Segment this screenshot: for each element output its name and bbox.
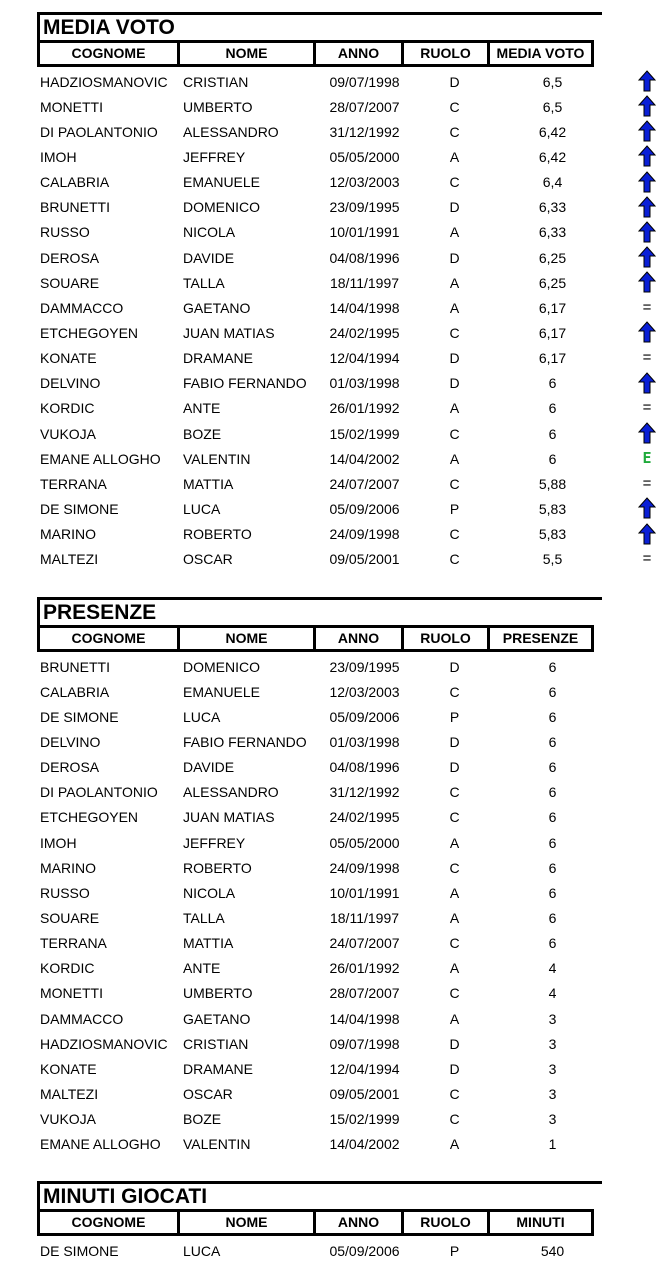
table-row bbox=[37, 69, 671, 94]
cell-anno: 09/07/1998 bbox=[329, 73, 400, 90]
cell-cognome: HADZIOSMANOVIC bbox=[40, 1035, 168, 1052]
cell-cognome: HADZIOSMANOVIC bbox=[40, 73, 168, 90]
cell-value: 3 bbox=[548, 1035, 557, 1052]
cell-nome: GAETANO bbox=[183, 1010, 251, 1027]
cell-value: 6 bbox=[548, 834, 557, 851]
header-ruolo: RUOLO bbox=[401, 625, 490, 652]
cell-anno: 23/09/1995 bbox=[329, 658, 400, 675]
header-cognome: COGNOME bbox=[37, 40, 180, 67]
cell-value: 6,25 bbox=[538, 274, 567, 291]
equal-icon: = bbox=[642, 298, 652, 316]
cell-cognome: VUKOJA bbox=[40, 1111, 97, 1128]
cell-cognome: IMOH bbox=[40, 148, 77, 165]
cell-cognome: TERRANA bbox=[40, 935, 107, 952]
cell-anno: 26/01/1992 bbox=[329, 400, 400, 417]
cell-value: 6,17 bbox=[538, 299, 567, 316]
cell-value: 6 bbox=[548, 759, 557, 776]
cell-anno: 10/01/1991 bbox=[329, 884, 400, 901]
table-row bbox=[37, 805, 671, 830]
cell-cognome: KORDIC bbox=[40, 400, 95, 417]
table-row bbox=[37, 471, 671, 496]
cell-cognome: DI PAOLANTONIO bbox=[40, 784, 158, 801]
arrow-up-icon bbox=[635, 220, 659, 244]
cell-nome: JUAN MATIAS bbox=[183, 809, 275, 826]
header-value: MEDIA VOTO bbox=[487, 40, 594, 67]
cell-value: 6 bbox=[548, 400, 557, 417]
cell-anno: 12/04/1994 bbox=[329, 350, 400, 367]
cell-value: 3 bbox=[548, 1085, 557, 1102]
cell-anno: 24/09/1998 bbox=[329, 859, 400, 876]
header-nome: NOME bbox=[177, 625, 316, 652]
cell-cognome: BRUNETTI bbox=[40, 658, 110, 675]
header-cognome: COGNOME bbox=[37, 625, 180, 652]
cell-anno: 14/04/1998 bbox=[329, 1010, 400, 1027]
cell-cognome: MONETTI bbox=[40, 98, 103, 115]
cell-cognome: DAMMACCO bbox=[40, 299, 124, 316]
cell-cognome: VUKOJA bbox=[40, 425, 97, 442]
arrow-up-icon bbox=[635, 320, 659, 344]
cell-cognome: RUSSO bbox=[40, 224, 90, 241]
cell-nome: OSCAR bbox=[183, 551, 233, 568]
cell-nome: FABIO FERNANDO bbox=[183, 733, 307, 750]
cell-anno: 15/02/1999 bbox=[329, 425, 400, 442]
cell-cognome: EMANE ALLOGHO bbox=[40, 1136, 161, 1153]
table-row bbox=[37, 421, 671, 446]
cell-value: 6 bbox=[548, 809, 557, 826]
cell-ruolo: D bbox=[449, 1035, 460, 1052]
cell-nome: DOMENICO bbox=[183, 658, 260, 675]
cell-value: 6 bbox=[548, 733, 557, 750]
table-row bbox=[37, 830, 671, 855]
cell-ruolo: D bbox=[449, 350, 460, 367]
arrow-up-icon bbox=[635, 522, 659, 546]
cell-anno: 24/02/1995 bbox=[329, 809, 400, 826]
cell-nome: ANTE bbox=[183, 960, 221, 977]
cell-nome: JEFFREY bbox=[183, 148, 246, 165]
arrow-up-icon bbox=[635, 371, 659, 395]
arrow-up-icon bbox=[635, 496, 659, 520]
equal-icon: = bbox=[642, 474, 652, 492]
cell-ruolo: C bbox=[449, 784, 460, 801]
arrow-up-icon bbox=[635, 69, 659, 93]
cell-nome: ALESSANDRO bbox=[183, 123, 279, 140]
cell-anno: 18/11/1997 bbox=[329, 274, 400, 291]
section-presenze bbox=[37, 597, 671, 1157]
cell-nome: GAETANO bbox=[183, 299, 251, 316]
cell-nome: NICOLA bbox=[183, 884, 236, 901]
cell-anno: 28/07/2007 bbox=[329, 98, 400, 115]
cell-nome: DOMENICO bbox=[183, 199, 260, 216]
cell-value: 6,17 bbox=[538, 350, 567, 367]
cell-cognome: DE SIMONE bbox=[40, 1242, 119, 1259]
cell-value: 6,5 bbox=[542, 98, 563, 115]
cell-anno: 14/04/2002 bbox=[329, 450, 400, 467]
cell-nome: MATTIA bbox=[183, 935, 234, 952]
cell-cognome: DELVINO bbox=[40, 733, 101, 750]
table-row bbox=[37, 755, 671, 780]
cell-value: 5,83 bbox=[538, 500, 567, 517]
table-row bbox=[37, 396, 671, 421]
cell-value: 6,4 bbox=[542, 174, 563, 191]
cell-value: 5,83 bbox=[538, 526, 567, 543]
section-minuti-giocati bbox=[37, 1181, 671, 1263]
equal-icon: = bbox=[642, 399, 652, 417]
cell-value: 3 bbox=[548, 1060, 557, 1077]
cell-value: 6 bbox=[548, 375, 557, 392]
cell-cognome: DELVINO bbox=[40, 375, 101, 392]
table-header bbox=[37, 40, 603, 67]
cell-cognome: BRUNETTI bbox=[40, 199, 110, 216]
table-row bbox=[37, 880, 671, 905]
header-value: MINUTI bbox=[487, 1209, 594, 1236]
cell-cognome: DI PAOLANTONIO bbox=[40, 123, 158, 140]
cell-ruolo: A bbox=[449, 299, 460, 316]
cell-cognome: DEROSA bbox=[40, 249, 100, 266]
cell-nome: FABIO FERNANDO bbox=[183, 375, 307, 392]
cell-ruolo: D bbox=[449, 199, 460, 216]
cell-ruolo: A bbox=[449, 909, 460, 926]
cell-cognome: ETCHEGOYEN bbox=[40, 809, 139, 826]
cell-nome: VALENTIN bbox=[183, 1136, 251, 1153]
arrow-up-icon bbox=[635, 195, 659, 219]
arrow-up-icon bbox=[635, 270, 659, 294]
cell-ruolo: C bbox=[449, 324, 460, 341]
cell-anno: 31/12/1992 bbox=[329, 784, 400, 801]
cell-value: 6 bbox=[548, 708, 557, 725]
cell-anno: 24/07/2007 bbox=[329, 475, 400, 492]
cell-anno: 15/02/1999 bbox=[329, 1111, 400, 1128]
table-header bbox=[37, 1209, 603, 1236]
cell-anno: 05/05/2000 bbox=[329, 148, 400, 165]
cell-anno: 12/03/2003 bbox=[329, 174, 400, 191]
cell-cognome: KONATE bbox=[40, 350, 97, 367]
cell-anno: 09/05/2001 bbox=[329, 551, 400, 568]
cell-nome: OSCAR bbox=[183, 1085, 233, 1102]
cell-anno: 18/11/1997 bbox=[329, 909, 400, 926]
table-row bbox=[37, 446, 671, 471]
cell-nome: JUAN MATIAS bbox=[183, 324, 275, 341]
cell-anno: 05/09/2006 bbox=[329, 708, 400, 725]
cell-value: 6 bbox=[548, 909, 557, 926]
cell-cognome: MARINO bbox=[40, 526, 96, 543]
cell-ruolo: A bbox=[449, 960, 460, 977]
cell-nome: BOZE bbox=[183, 425, 222, 442]
cell-nome: ROBERTO bbox=[183, 859, 252, 876]
cell-value: 6,33 bbox=[538, 199, 567, 216]
table-row bbox=[37, 94, 671, 119]
cell-anno: 01/03/1998 bbox=[329, 375, 400, 392]
cell-anno: 14/04/2002 bbox=[329, 1136, 400, 1153]
section-title: MEDIA VOTO bbox=[37, 12, 602, 40]
table-row bbox=[37, 654, 671, 679]
cell-value: 6 bbox=[548, 658, 557, 675]
cell-nome: VALENTIN bbox=[183, 450, 251, 467]
table-row bbox=[37, 905, 671, 930]
cell-ruolo: A bbox=[449, 450, 460, 467]
cell-cognome: DE SIMONE bbox=[40, 500, 119, 517]
cell-ruolo: C bbox=[449, 98, 460, 115]
cell-ruolo: D bbox=[449, 249, 460, 266]
table-row bbox=[37, 679, 671, 704]
table-row bbox=[37, 1132, 671, 1157]
cell-ruolo: C bbox=[449, 1111, 460, 1128]
cell-nome: UMBERTO bbox=[183, 98, 253, 115]
arrow-up-icon bbox=[635, 421, 659, 445]
cell-ruolo: C bbox=[449, 683, 460, 700]
cell-value: 4 bbox=[548, 985, 557, 1002]
cell-ruolo: D bbox=[449, 759, 460, 776]
cell-ruolo: P bbox=[449, 500, 460, 517]
cell-value: 6,5 bbox=[542, 73, 563, 90]
cell-anno: 05/09/2006 bbox=[329, 1242, 400, 1259]
table-row bbox=[37, 780, 671, 805]
cell-cognome: EMANE ALLOGHO bbox=[40, 450, 161, 467]
cell-cognome: MALTEZI bbox=[40, 551, 99, 568]
equal-icon: = bbox=[642, 349, 652, 367]
cell-nome: BOZE bbox=[183, 1111, 222, 1128]
table-row bbox=[37, 1238, 671, 1263]
header-cognome: COGNOME bbox=[37, 1209, 180, 1236]
table-row bbox=[37, 1056, 671, 1081]
table-row bbox=[37, 1031, 671, 1056]
cell-nome: JEFFREY bbox=[183, 834, 246, 851]
cell-ruolo: C bbox=[449, 809, 460, 826]
cell-nome: MATTIA bbox=[183, 475, 234, 492]
cell-cognome: DAMMACCO bbox=[40, 1010, 124, 1027]
cell-anno: 05/09/2006 bbox=[329, 500, 400, 517]
table-row bbox=[37, 1081, 671, 1106]
table-row bbox=[37, 346, 671, 371]
cell-anno: 24/09/1998 bbox=[329, 526, 400, 543]
table-row bbox=[37, 1006, 671, 1031]
cell-cognome: MALTEZI bbox=[40, 1085, 99, 1102]
cell-value: 6 bbox=[548, 935, 557, 952]
cell-nome: DAVIDE bbox=[183, 759, 235, 776]
header-anno: ANNO bbox=[313, 1209, 404, 1236]
cell-anno: 10/01/1991 bbox=[329, 224, 400, 241]
table-row bbox=[37, 270, 671, 295]
table-row bbox=[37, 855, 671, 880]
table-row bbox=[37, 220, 671, 245]
cell-ruolo: C bbox=[449, 425, 460, 442]
cell-ruolo: P bbox=[449, 1242, 460, 1259]
cell-ruolo: A bbox=[449, 274, 460, 291]
header-anno: ANNO bbox=[313, 40, 404, 67]
cell-ruolo: D bbox=[449, 1060, 460, 1077]
cell-ruolo: A bbox=[449, 1010, 460, 1027]
cell-ruolo: D bbox=[449, 73, 460, 90]
cell-nome: CRISTIAN bbox=[183, 1035, 249, 1052]
cell-value: 6,17 bbox=[538, 324, 567, 341]
cell-anno: 05/05/2000 bbox=[329, 834, 400, 851]
cell-ruolo: D bbox=[449, 658, 460, 675]
cell-cognome: ETCHEGOYEN bbox=[40, 324, 139, 341]
cell-value: 6,25 bbox=[538, 249, 567, 266]
table-row bbox=[37, 245, 671, 270]
cell-cognome: MARINO bbox=[40, 859, 96, 876]
section-title: MINUTI GIOCATI bbox=[37, 1181, 602, 1209]
cell-ruolo: A bbox=[449, 1136, 460, 1153]
cell-nome: UMBERTO bbox=[183, 985, 253, 1002]
cell-cognome: SOUARE bbox=[40, 909, 100, 926]
cell-ruolo: C bbox=[449, 551, 460, 568]
cell-value: 6 bbox=[548, 450, 557, 467]
table-header bbox=[37, 625, 603, 652]
arrow-up-icon bbox=[635, 144, 659, 168]
cell-cognome: KORDIC bbox=[40, 960, 95, 977]
cell-ruolo: A bbox=[449, 834, 460, 851]
section-media-voto bbox=[37, 12, 671, 572]
table-row bbox=[37, 320, 671, 345]
cell-nome: CRISTIAN bbox=[183, 73, 249, 90]
cell-cognome: TERRANA bbox=[40, 475, 107, 492]
cell-ruolo: C bbox=[449, 526, 460, 543]
cell-nome: TALLA bbox=[183, 274, 225, 291]
section-title: PRESENZE bbox=[37, 597, 602, 625]
cell-anno: 28/07/2007 bbox=[329, 985, 400, 1002]
cell-value: 3 bbox=[548, 1010, 557, 1027]
cell-anno: 31/12/1992 bbox=[329, 123, 400, 140]
arrow-up-icon bbox=[635, 94, 659, 118]
cell-anno: 01/03/1998 bbox=[329, 733, 400, 750]
cell-nome: TALLA bbox=[183, 909, 225, 926]
cell-cognome: KONATE bbox=[40, 1060, 97, 1077]
table-row bbox=[37, 371, 671, 396]
cell-ruolo: A bbox=[449, 884, 460, 901]
cell-anno: 14/04/1998 bbox=[329, 299, 400, 316]
cell-value: 6 bbox=[548, 425, 557, 442]
cell-nome: ROBERTO bbox=[183, 526, 252, 543]
cell-nome: LUCA bbox=[183, 708, 221, 725]
table-row bbox=[37, 119, 671, 144]
cell-cognome: RUSSO bbox=[40, 884, 90, 901]
cell-nome: DAVIDE bbox=[183, 249, 235, 266]
cell-value: 6 bbox=[548, 784, 557, 801]
cell-nome: LUCA bbox=[183, 500, 221, 517]
table-row bbox=[37, 956, 671, 981]
cell-anno: 04/08/1996 bbox=[329, 759, 400, 776]
cell-ruolo: C bbox=[449, 475, 460, 492]
cell-nome: EMANUELE bbox=[183, 683, 261, 700]
cell-ruolo: A bbox=[449, 224, 460, 241]
header-ruolo: RUOLO bbox=[401, 1209, 490, 1236]
cell-ruolo: C bbox=[449, 174, 460, 191]
header-nome: NOME bbox=[177, 1209, 316, 1236]
table-row bbox=[37, 1107, 671, 1132]
cell-ruolo: C bbox=[449, 985, 460, 1002]
cell-anno: 04/08/1996 bbox=[329, 249, 400, 266]
cell-nome: DRAMANE bbox=[183, 350, 254, 367]
cell-value: 6,42 bbox=[538, 123, 567, 140]
cell-anno: 12/04/1994 bbox=[329, 1060, 400, 1077]
cell-value: 6 bbox=[548, 884, 557, 901]
table-row bbox=[37, 496, 671, 521]
table-row bbox=[37, 981, 671, 1006]
cell-nome: LUCA bbox=[183, 1242, 221, 1259]
cell-cognome: DEROSA bbox=[40, 759, 100, 776]
cell-ruolo: C bbox=[449, 123, 460, 140]
cell-cognome: DE SIMONE bbox=[40, 708, 119, 725]
cell-value: 540 bbox=[540, 1242, 565, 1259]
cell-ruolo: C bbox=[449, 859, 460, 876]
equal-icon: = bbox=[642, 550, 652, 568]
cell-anno: 09/05/2001 bbox=[329, 1085, 400, 1102]
cell-value: 4 bbox=[548, 960, 557, 977]
table-row bbox=[37, 170, 671, 195]
cell-value: 5,88 bbox=[538, 475, 567, 492]
cell-nome: DRAMANE bbox=[183, 1060, 254, 1077]
arrow-up-icon bbox=[635, 170, 659, 194]
cell-nome: ANTE bbox=[183, 400, 221, 417]
cell-anno: 09/07/1998 bbox=[329, 1035, 400, 1052]
cell-ruolo: D bbox=[449, 733, 460, 750]
cell-value: 1 bbox=[548, 1136, 557, 1153]
table-row bbox=[37, 729, 671, 754]
arrow-up-icon bbox=[635, 245, 659, 269]
table-row bbox=[37, 195, 671, 220]
header-ruolo: RUOLO bbox=[401, 40, 490, 67]
header-nome: NOME bbox=[177, 40, 316, 67]
cell-cognome: CALABRIA bbox=[40, 683, 110, 700]
cell-ruolo: A bbox=[449, 148, 460, 165]
cell-value: 5,5 bbox=[542, 551, 563, 568]
cell-value: 6,33 bbox=[538, 224, 567, 241]
cell-value: 6,42 bbox=[538, 148, 567, 165]
cell-cognome: IMOH bbox=[40, 834, 77, 851]
header-value: PRESENZE bbox=[487, 625, 594, 652]
cell-anno: 26/01/1992 bbox=[329, 960, 400, 977]
cell-ruolo: C bbox=[449, 935, 460, 952]
arrow-up-icon bbox=[635, 119, 659, 143]
cell-cognome: MONETTI bbox=[40, 985, 103, 1002]
cell-value: 6 bbox=[548, 859, 557, 876]
cell-anno: 12/03/2003 bbox=[329, 683, 400, 700]
table-row bbox=[37, 295, 671, 320]
cell-cognome: SOUARE bbox=[40, 274, 100, 291]
cell-nome: EMANUELE bbox=[183, 174, 261, 191]
cell-cognome: CALABRIA bbox=[40, 174, 110, 191]
header-anno: ANNO bbox=[313, 625, 404, 652]
letter-e-icon: E bbox=[642, 449, 652, 468]
cell-ruolo: A bbox=[449, 400, 460, 417]
cell-value: 3 bbox=[548, 1111, 557, 1128]
cell-nome: NICOLA bbox=[183, 224, 236, 241]
cell-ruolo: P bbox=[449, 708, 460, 725]
table-row bbox=[37, 931, 671, 956]
cell-anno: 24/02/1995 bbox=[329, 324, 400, 341]
cell-anno: 24/07/2007 bbox=[329, 935, 400, 952]
table-row bbox=[37, 547, 671, 572]
table-row bbox=[37, 704, 671, 729]
cell-anno: 23/09/1995 bbox=[329, 199, 400, 216]
table-row bbox=[37, 144, 671, 169]
cell-ruolo: C bbox=[449, 1085, 460, 1102]
cell-nome: ALESSANDRO bbox=[183, 784, 279, 801]
cell-ruolo: D bbox=[449, 375, 460, 392]
cell-value: 6 bbox=[548, 683, 557, 700]
table-row bbox=[37, 522, 671, 547]
